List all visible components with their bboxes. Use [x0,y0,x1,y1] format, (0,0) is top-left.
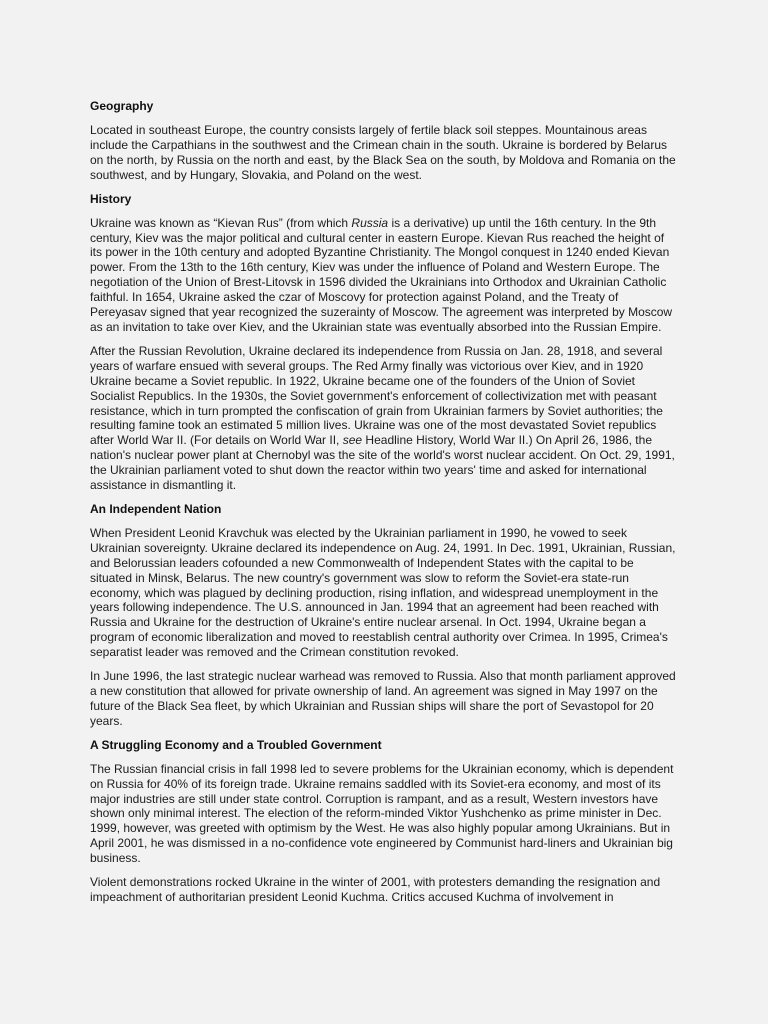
paragraph-history-2-emphasis: see [342,433,363,448]
paragraph-struggling-economy-1: The Russian financial crisis in fall 1998 led to severe problems for the Ukrainian economy, which is dependent on Russia for 40% of its foreign trade. Ukraine remains saddled with its Soviet-era economy, and most of its major industries are still under state control. Corruption is rampant, and as a result, Western investors have shown only minimal interest. The election of the reform-minded Viktor Yushchenko as prime minister in Dec. 1999, however, was greeted with optimism by the West. He was also highly popular among Ukrainians. But in April 2001, he was dismissed in a no-confidence vote engineered by Communist hard-liners and Ukrainian big business. [90,761,674,866]
paragraph-history-1 [90,216,678,335]
paragraph-history-1-text-a: Ukraine was known as “Kievan Rus” (from which [90,215,352,230]
heading-independent-nation: An Independent Nation [90,501,222,516]
document-body [90,99,678,914]
paragraph-history-2 [90,344,678,493]
heading-geography: Geography [90,99,154,113]
paragraph-history-1-emphasis: Russia [351,215,389,230]
paragraph-independent-nation-1: When President Leonid Kravchuk was elected by the Ukrainian parliament in 1990, he vowed to seek Ukrainian sovereignty. Ukraine declared its independence on Aug. 24, 1991. In Dec. 1991, Ukrainian, Russian, and Belorussian leaders cofounded a new Commonwealth of Independent States with the capital to be situated in Minsk, Belarus. The new country's government was slow to reform the Soviet-era state-run economy, which was plagued by declining production, rising inflation, and widespread unemployment in the years following independence. The U.S. announced in Jan. 1994 that an agreement had been reached with Russia and Ukraine for the destruction of Ukraine's entire nuclear arsenal. In Oct. 1994, Ukraine began a program of economic liberalization and moved to reestablish central authority over Crimea. In 1995, Crimea's separatist leader was removed and the Crimean constitution revoked. [90,525,676,660]
paragraph-geography: Located in southeast Europe, the country consists largely of fertile black soil steppes. Mountainous areas include the Carpathians in the southwest and the Crimean chain in the south. Ukraine is bordered by Belarus on the north, by Russia on the north and east, by the Black Sea on the south, by Moldova and Romania on the southwest, and by Hungary, Slovakia, and Poland on the west. [90,123,676,182]
paragraph-history-1-text-b: is a derivative) up until the 16th century. In the 9th century, Kiev was the major political and cultural center in eastern Europe. Kievan Rus reached the height of its power in the 10th century and adopted Byzantine Christianity. The Mongol conquest in 1240 ended Kievan power. From the 13th to the 16th century, Kiev was under the influence of Poland and Western Europe. The negotiation of the Union of Brest-Litovsk in 1596 divided the Ukrainians into Orthodox and Ukrainian Catholic faithful. In 1654, Ukraine asked the czar of Moscovy for protection against Poland, and the Treaty of Pereyasav signed that year recognized the suzerainty of Moscow. The agreement was interpreted by Moscow as an invitation to take over Kiev, and the Ukrainian state was eventually absorbed into the Russian Empire. [90,215,673,334]
paragraph-independent-nation-2: In June 1996, the last strategic nuclear warhead was removed to Russia. Also that month parliament approved a new constitution that allowed for private ownership of land. An agreement was signed in May 1997 on the future of the Black Sea fleet, by which Ukrainian and Russian ships will share the port of Sevastopol for 20 years. [90,669,676,728]
paragraph-struggling-economy-2: Violent demonstrations rocked Ukraine in the winter of 2001, with protesters demanding the resignation and impeachment of authoritarian president Leonid Kuchma. Critics accused Kuchma of involvement in [90,875,661,904]
heading-history: History [90,191,132,206]
paragraph-history-2-text-b: Headline History, World War II.) On April 26, 1986, the nation's nuclear power plant at Chernobyl was the site of the world's worst nuclear accident. On Oct. 29, 1991, the Ukrainian parliament voted to shut down the reactor within two years' time and asked for international assistance in dismantling it. [90,433,675,493]
heading-struggling-economy: A Struggling Economy and a Troubled Government [90,737,382,752]
paragraph-history-2-text-a: After the Russian Revolution, Ukraine declared its independence from Russia on Jan. 28, 1918, and several years of warfare ensued with several groups. The Red Army finally was victorious over Kiev, and in 1920 Ukraine became a Soviet republic. In 1922, Ukraine became one of the founders of the Union of Soviet Socialist Republics. In the 1930s, the Soviet government's enforcement of collectivization met with peasant resistance, which in turn prompted the confiscation of grain from Ukrainian farmers by Soviet authorities; the resulting famine took an estimated 5 million lives. Ukraine was one of the most devastated Soviet republics after World War II. (For details on World War II, [90,343,663,448]
